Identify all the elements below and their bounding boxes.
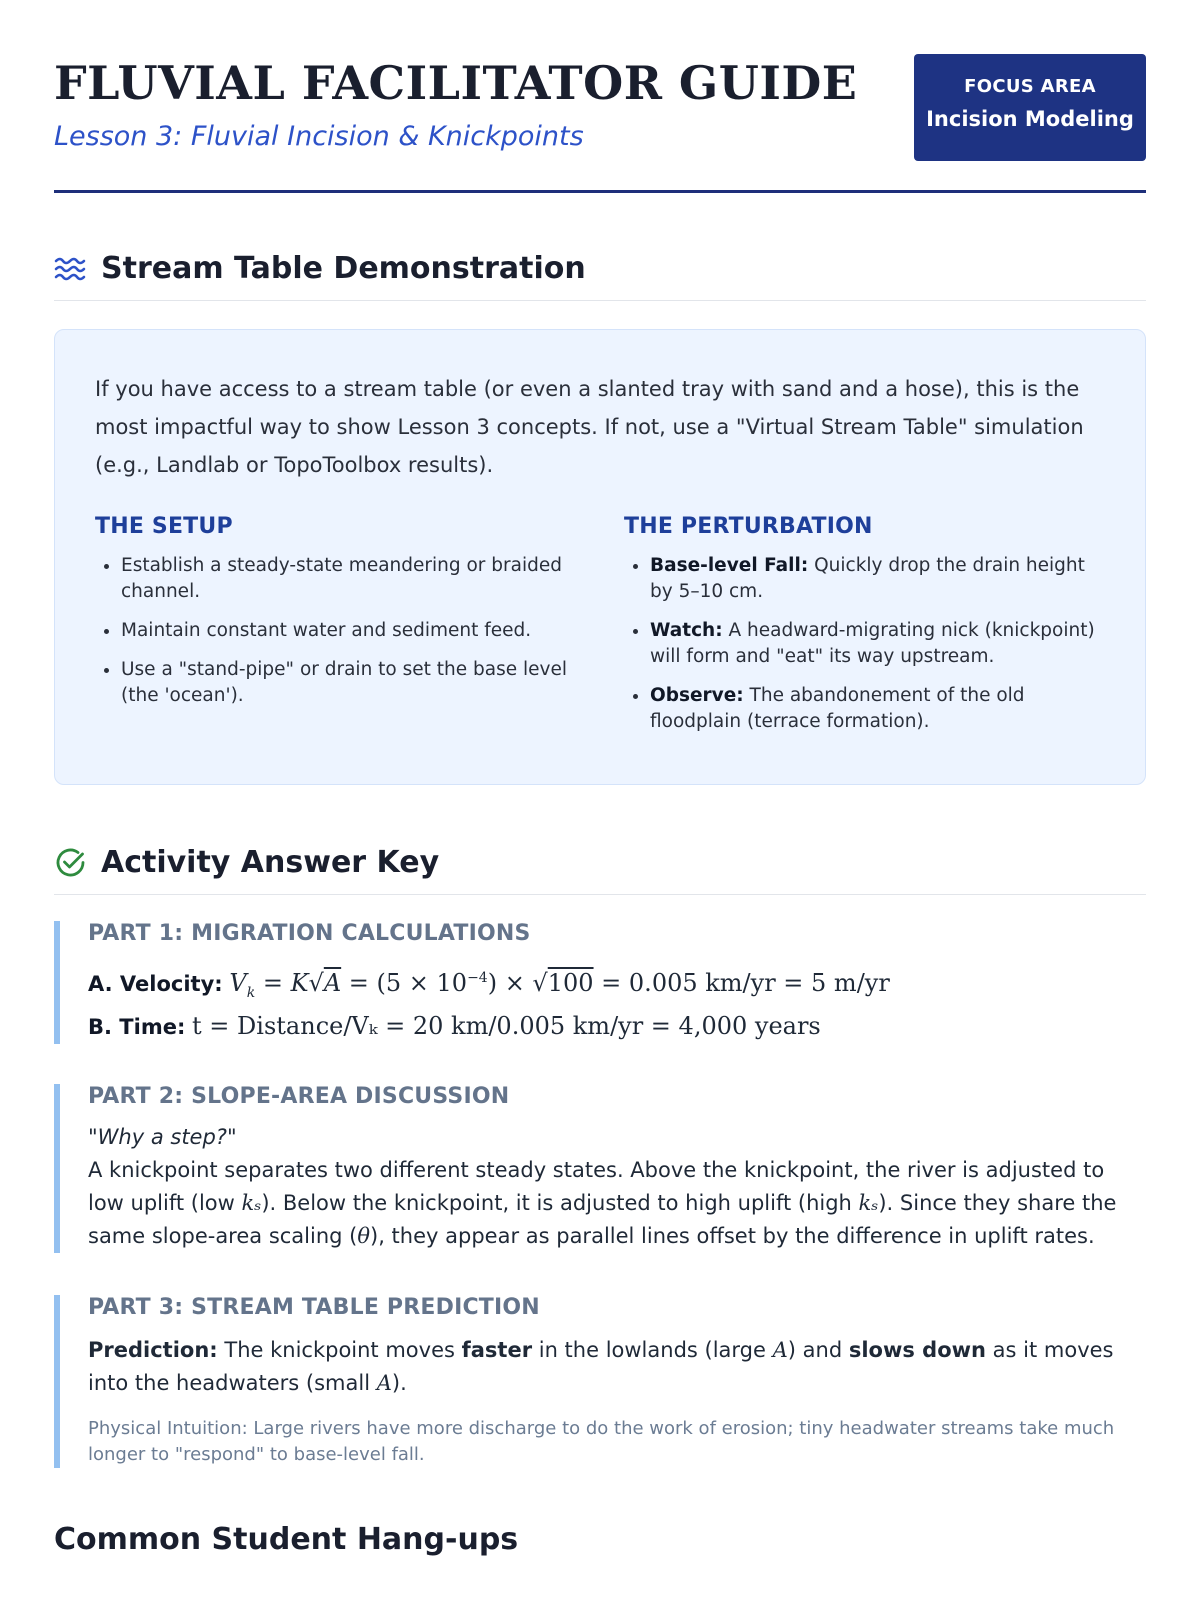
answer-text: ), they appear as parallel lines offset by the difference in uplift rates. [370, 1223, 1095, 1248]
answer-key-heading: Activity Answer Key [101, 845, 440, 880]
focus-area-badge [914, 54, 1146, 161]
answer-part-3 [54, 1295, 1146, 1468]
list-item [650, 553, 1105, 605]
part-3-prediction [88, 1334, 1146, 1400]
page-header [54, 0, 1146, 193]
area-symbol: A [376, 1370, 392, 1395]
stream-table-heading: Stream Table Demonstration [101, 251, 586, 286]
item-label: Base-level Fall: [650, 555, 809, 576]
prediction-text: ). [391, 1370, 407, 1395]
page-title: FLUVIAL FACILITATOR GUIDE [54, 56, 858, 110]
setup-perturbation-columns [95, 514, 1105, 748]
focus-area-label: FOCUS AREA [964, 76, 1096, 97]
hangups-heading: Common Student Hang-ups [54, 1521, 519, 1557]
item-text: Quickly drop the drain height by 5–10 cm. [650, 555, 1085, 602]
physical-intuition-note: Physical Intuition: Large rivers have more discharge to do the work of erosion; tiny headwater streams take much longer to "respond" to base-level fall. [88, 1417, 1115, 1465]
check-circle-icon [54, 846, 87, 879]
perturbation-title: THE PERTURBATION [624, 514, 873, 539]
prediction-label: Prediction: [88, 1337, 218, 1362]
list-item: • Establish a steady-state meandering or braided channel. [121, 553, 576, 605]
ks-symbol: kₛ [241, 1190, 262, 1215]
list-item: • Use a "stand-pipe" or drain to set the base level (the 'ocean'). [121, 657, 576, 709]
water-waves-icon [54, 252, 87, 285]
time-line [88, 1010, 1146, 1044]
velocity-label: A. Velocity: [88, 972, 223, 996]
prediction-text: The knickpoint moves [217, 1337, 462, 1362]
list-item: • Maintain constant water and sediment feed. [121, 618, 576, 644]
time-label: B. Time: [88, 1014, 186, 1039]
focus-area-value: Incision Modeling [926, 107, 1134, 131]
perturbation-column [624, 514, 1105, 748]
answer-text: ). Below the knickpoint, it is adjusted to high uplift (high [261, 1190, 859, 1215]
answer-text: ). Since they share the same slope-area scaling ( [88, 1190, 1117, 1248]
hangups-section [54, 1522, 1146, 1557]
item-label: Watch: [650, 620, 723, 641]
velocity-formula: $V_k = K√A = (5 \times 10^{-4}) \times √100 = 0.005$ km/yr = 5 m/yr [229, 969, 890, 1001]
answer-key-section-heading [54, 845, 1146, 895]
setup-list [95, 553, 576, 709]
part-1-title: PART 1: MIGRATION CALCULATIONS [88, 921, 531, 946]
ks-symbol: kₛ [858, 1190, 879, 1215]
list-item [650, 618, 1105, 670]
part-3-title: PART 3: STREAM TABLE PREDICTION [88, 1294, 540, 1320]
stream-table-box [54, 329, 1146, 785]
stream-table-section-heading [54, 251, 1146, 301]
theta-symbol: θ [357, 1223, 371, 1248]
item-label: Observe: [650, 685, 744, 706]
lesson-subtitle: Lesson 3: Fluvial Incision & Knickpoints [54, 121, 584, 152]
answer-part-2 [54, 1084, 1146, 1253]
area-symbol: A [772, 1337, 788, 1362]
list-item [650, 683, 1105, 735]
part-2-question: "Why a step?" [88, 1124, 237, 1149]
answer-part-1 [54, 921, 1146, 1044]
velocity-line [88, 962, 1146, 1010]
stream-table-intro: If you have access to a stream table (or even a slanted tray with sand and a hose), this is the most impactful way to show Lesson 3 concepts. If not, use a "Virtual Stream Table" simulation (e.g., Landlab or TopoToolbox results). [95, 377, 1084, 477]
item-text: A headward-migrating nick (knickpoint) will form and "eat" its way upstream. [650, 620, 1095, 667]
answer-text: A knickpoint separates two different steady states. Above the knickpoint, the river is adjusted to low uplift (low [88, 1157, 1105, 1215]
perturbation-list [624, 553, 1105, 735]
emphasis-slows-down: slows down [848, 1337, 986, 1362]
emphasis-faster: faster [461, 1337, 533, 1362]
prediction-text: as it moves into the headwaters (small [88, 1337, 1114, 1395]
prediction-text: ) and [787, 1337, 849, 1362]
part-2-title: PART 2: SLOPE-AREA DISCUSSION [88, 1083, 510, 1109]
prediction-text: in the lowlands (large [532, 1337, 773, 1362]
setup-title: THE SETUP [95, 514, 233, 539]
setup-column [95, 514, 576, 748]
part-2-answer [88, 1154, 1146, 1253]
time-formula: t = Distance/Vₖ = 20 km/0.005 km/yr = 4,000 years [192, 1011, 821, 1040]
item-text: The abandonement of the old floodplain (terrace formation). [650, 685, 1025, 732]
